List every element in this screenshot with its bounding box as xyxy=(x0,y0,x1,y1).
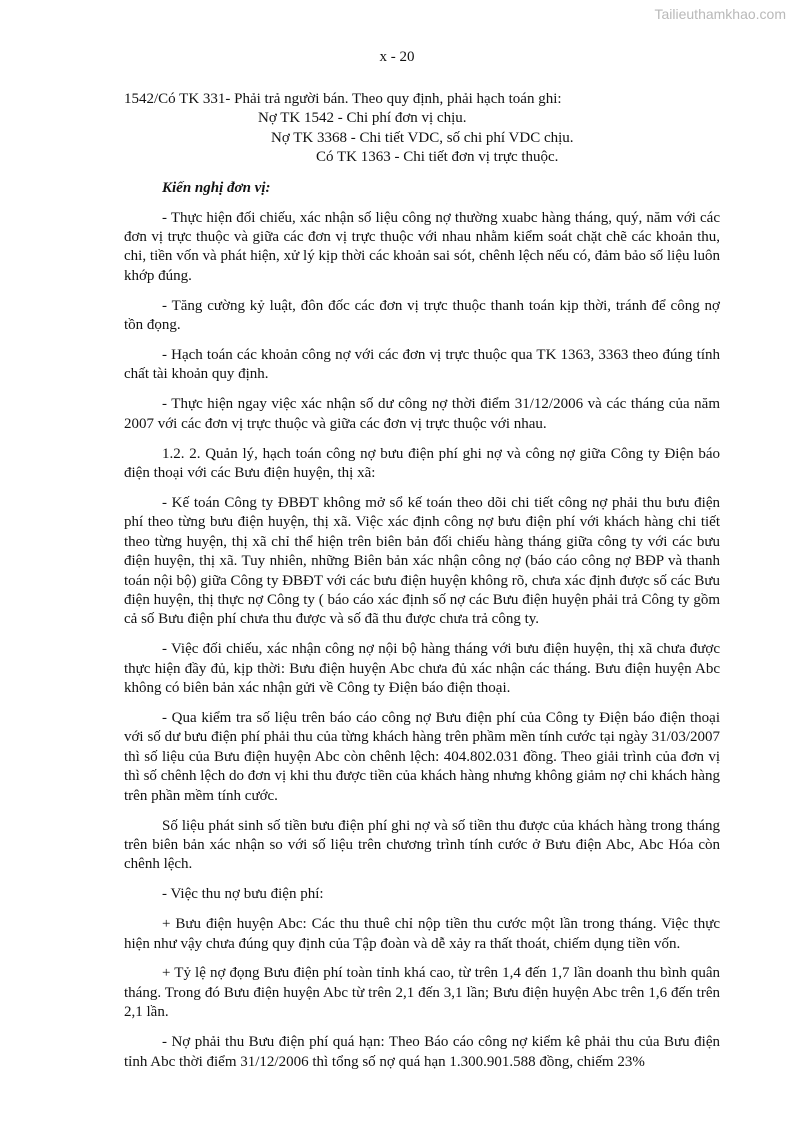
paragraph: Số liệu phát sinh số tiền bưu điện phí ghi nợ và số tiền thu được của khách hàng trong tháng trên biên bản xác nhận so với số liệu trên chương trình tính cước ở Bưu điện Abc, Abc Hóa còn chênh lệch. xyxy=(124,817,720,873)
paragraph: - Hạch toán các khoản công nợ với các đơn vị trực thuộc qua TK 1363, 3363 theo đúng tính chất tài khoản quy định. xyxy=(124,346,720,383)
watermark: Tailieuthamkhao.com xyxy=(654,6,786,22)
paragraph: + Tỷ lệ nợ đọng Bưu điện phí toàn tỉnh khá cao, từ trên 1,4 đến 1,7 lần doanh thu bình quân tháng. Trong đó Bưu điện huyện Abc từ trên 2,1 đến 3,1 lần; Bưu điện huyện Abc trên 1,6 đến trên 2,1 lần. xyxy=(124,965,720,1021)
page-number: x - 20 xyxy=(379,49,415,65)
paragraph: - Việc đối chiếu, xác nhận công nợ nội bộ hàng tháng với bưu điện huyện, thị xã chưa được thực hiện đầy đủ, kịp thời: Bưu điện huyện Abc chưa đủ xác nhận các tháng. Bưu điện huyện Abc không có biên bản xác nhận gửi về Công ty Điện báo điện thoại. xyxy=(124,641,720,697)
accounting-entry-credit-1363: Có TK 1363 - Chi tiết đơn vị trực thuộc. xyxy=(316,149,559,166)
intro-line: 1542/Có TK 331- Phải trả người bán. Theo quy định, phải hạch toán ghi: xyxy=(124,91,562,107)
paragraph: - Qua kiểm tra số liệu trên báo cáo công nợ Bưu điện phí của Công ty Điện báo điện thoại với số dư bưu điện phí phải thu của từng khách hàng trên phầm mền tính cước tại ngày 31/03/2007 thì số liệu của Bưu điện huyện Abc còn chênh lệch: 404.802.031 đồng. Theo giải trình của đơn vị thì số chênh lệch do đơn vị khi thu được tiền của khách hàng nhưng không giảm nợ chi khách hàng trên phần mềm tính cước. xyxy=(124,709,720,804)
paragraph: + Bưu điện huyện Abc: Các thu thuê chỉ nộp tiền thu cước một lần trong tháng. Việc thực hiện như vậy chưa đúng quy định của Tập đoàn và dễ xảy ra thất thoát, chiếm dụng tiền vốn. xyxy=(124,916,720,952)
paragraph: - Việc thu nợ bưu điện phí: xyxy=(162,886,324,903)
document-body xyxy=(124,90,720,1072)
paragraph: - Nợ phải thu Bưu điện phí quá hạn: Theo Báo cáo công nợ kiểm kê phải thu của Bưu điện tỉnh Abc thời điểm 31/12/2006 thì tổng số nợ quá hạn 1.300.901.588 đồng, chiếm 23% xyxy=(124,1034,720,1070)
subsection-title: 1.2. 2. Quản lý, hạch toán công nợ bưu điện phí ghi nợ và công nợ giữa Công ty Điện báo điện thoại với các Bưu điện huyện, thị xã: xyxy=(124,445,720,481)
paragraph: - Thực hiện ngay việc xác nhận số dư công nợ thời điểm 31/12/2006 và các tháng của năm 2007 với các đơn vị trực thuộc và giữa các đơn vị trực thuộc với nhau. xyxy=(124,396,720,432)
accounting-entry-debit-3368: Nợ TK 3368 - Chi tiết VDC, số chi phí VDC chịu. xyxy=(271,129,574,146)
paragraph: - Kế toán Công ty ĐBĐT không mở sổ kế toán theo dõi chi tiết công nợ phải thu bưu điện phí theo từng bưu điện huyện, thị xã. Việc xác định công nợ bưu điện phí với khách hàng chi tiết theo từng huyện, thị xã chỉ thể hiện trên biên bản đối chiếu hàng tháng giữa công ty với các bưu điện huyện, thị xã. Tuy nhiên, những Biên bản xác nhận công nợ (báo cáo công nợ BĐP và thanh toán nội bộ) giữa Công ty ĐBĐT với các bưu điện huyện không rõ, chưa xác định được số các Bưu điện huyện, thị thực nợ Công ty ( báo cáo xác định số nợ các Bưu điện huyện phải trả Công ty gồm cả số Bưu điện phí chưa thu được và số đã thu được chưa trả công ty. xyxy=(124,494,720,628)
paragraph: - Thực hiện đối chiếu, xác nhận số liệu công nợ thường xuabc hàng tháng, quý, năm với các đơn vị trực thuộc và giữa các đơn vị trực thuộc với nhau nhằm kiểm soát chặt chẽ các khoản thu, chi, tiền vốn và phát hiện, xử lý kịp thời các khoản sai sót, chênh lệch nếu có, đảm bảo số liệu luôn khớp đúng. xyxy=(124,209,720,284)
accounting-entry-debit-1542: Nợ TK 1542 - Chi phí đơn vị chịu. xyxy=(258,110,467,127)
section-heading: Kiến nghị đơn vị: xyxy=(162,179,271,196)
paragraph: - Tăng cường kỷ luật, đôn đốc các đơn vị trực thuộc thanh toán kịp thời, tránh để công nợ tồn đọng. xyxy=(124,297,720,334)
